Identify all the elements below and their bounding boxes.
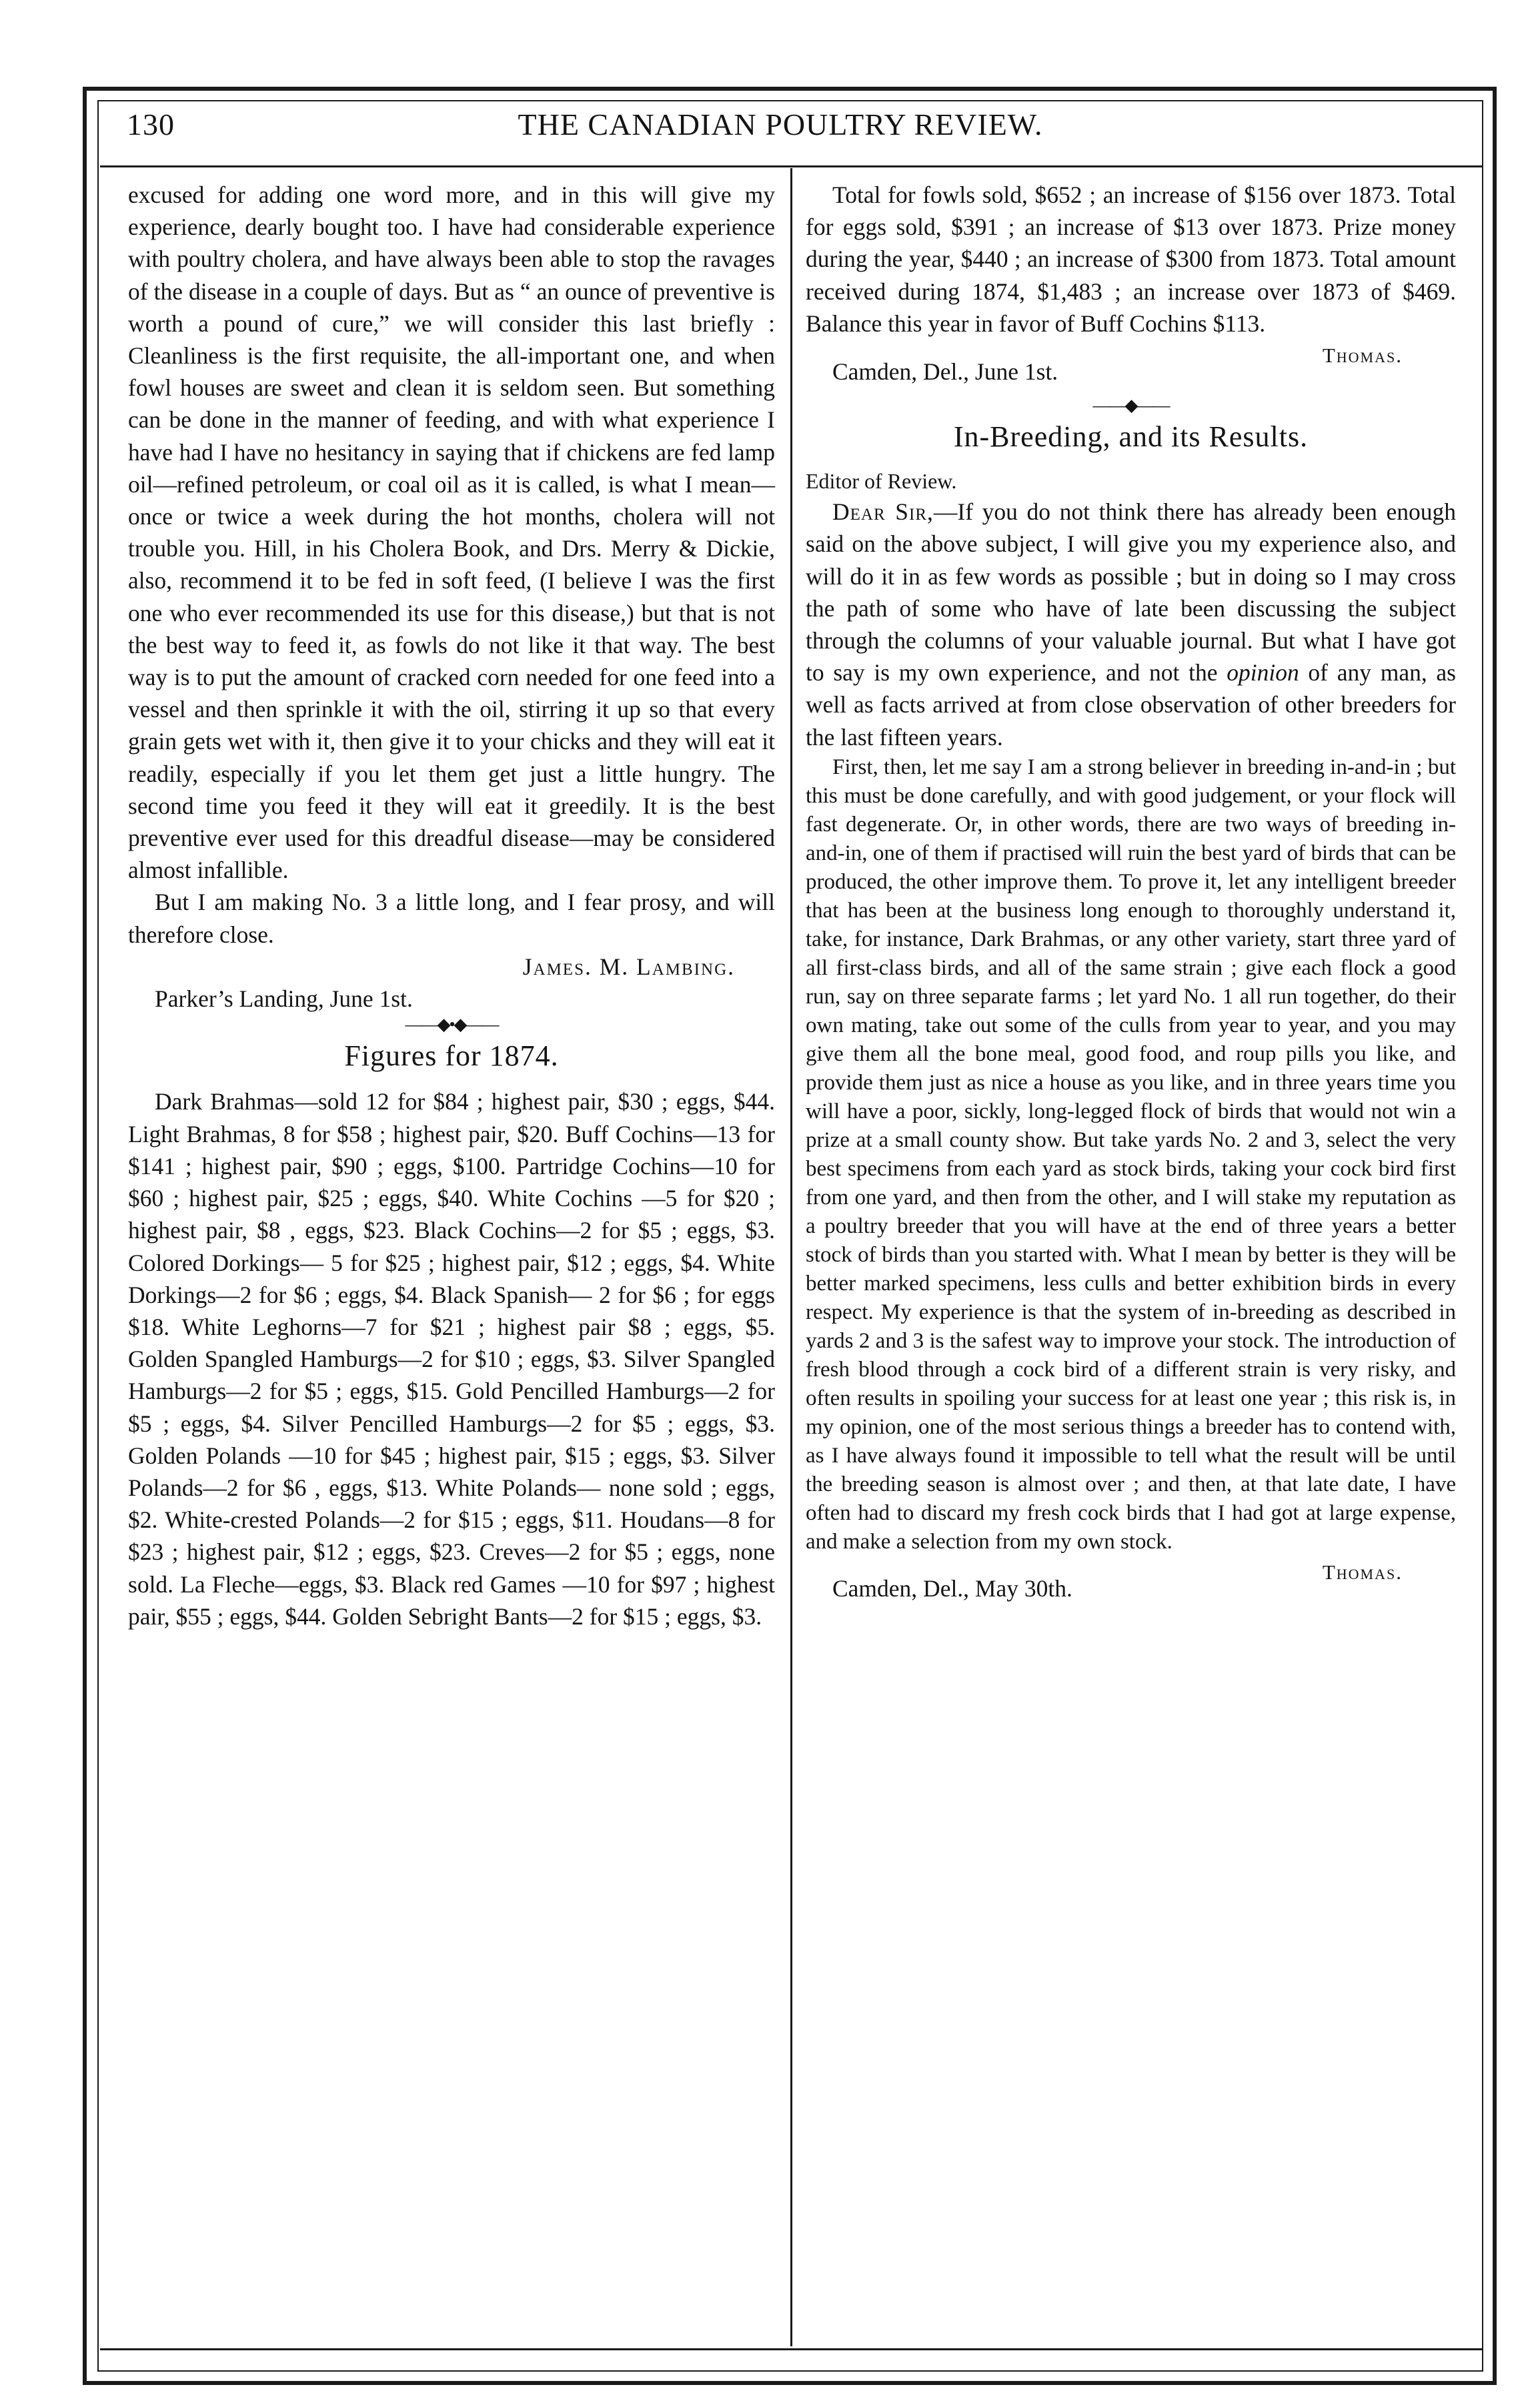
running-title: THE CANADIAN POULTRY REVIEW. xyxy=(518,107,1043,141)
header-rule xyxy=(100,165,1483,167)
left-place-date: Parker’s Landing, June 1st. xyxy=(155,985,413,1013)
left-ornament-rule: ——◆•◆—— xyxy=(405,1015,498,1035)
left-column xyxy=(128,179,775,1632)
intro-end: of any man, as well as facts arrived at from close observation of other breeders for the last fifteen years. xyxy=(806,659,1456,751)
right-place-date-2: Camden, Del., May 30th. xyxy=(832,1574,1072,1602)
intro-text: —If you do not think there has already been enough said on the above subject, I will give you my experience also, and will do it in as few words as possible ; but in doing so I may cross the path of some who have of late been discussing the subject through the columns of your valuable journal. But what I have got to say is my own experience, and not the xyxy=(806,498,1456,686)
right-paragraph-intro xyxy=(806,496,1456,753)
right-section-title: In-Breeding, and its Results. xyxy=(953,420,1309,454)
right-signature-row-2 xyxy=(806,1556,1456,1607)
right-signature-2: Thomas. xyxy=(1322,1560,1403,1584)
right-column xyxy=(806,179,1456,1607)
right-ornament-rule: ——◆—— xyxy=(1092,396,1169,416)
page-number: 130 xyxy=(127,107,175,141)
editor-line: Editor of Review. xyxy=(806,469,957,494)
left-section-title: Figures for 1874. xyxy=(344,1039,559,1073)
intro-emphasis: opinion xyxy=(1227,659,1299,686)
right-paragraph-totals: Total for fowls sold, $652 ; an increase of $156 over 1873. Total for eggs sold, $391 ; an increase of $13 over 1873. Prize money during the year, $440 ; an increase of $300 from 1873. Total amount received during 1874, $1,483 ; an increase over 1873 of $469. Balance this year in favor of Buff Cochins $113. xyxy=(806,181,1456,337)
page-header xyxy=(127,107,1434,153)
right-place-date: Camden, Del., June 1st. xyxy=(832,358,1058,386)
right-signature-row xyxy=(806,340,1456,386)
left-paragraph-closing: But I am making No. 3 a little long, and I fear prosy, and will therefore close. xyxy=(128,889,775,948)
left-signature: James. M. Lambing. xyxy=(522,953,735,980)
bottom-rule xyxy=(100,2348,1483,2350)
left-paragraph-figures: Dark Brahmas—sold 12 for $84 ; highest pair, $30 ; eggs, $44. Light Brahmas, 8 for $58 ; highest pair, $20. Buff Cochins—13 for $141 ; highest pair, $90 ; eggs, $100. Partridge Cochins—10 for $60 ; highest pair, $25 ; eggs, $40. White Cochins —5 for $20 ; highest pair, $8 , eggs, $23. Black Cochins—2 for $5 ; eggs, $3. Colored Dorkings— 5 for $25 ; highest pair, $12 ; eggs, $4. White Dorkings—2 for $6 ; eggs, $4. Black Spanish— 2 for $6 ; for eggs $18. White Leghorns—7 for $21 ; highest pair $8 ; eggs, $5. Golden Spangled Hamburgs—2 for $10 ; eggs, $3. Silver Spangled Hamburgs—2 for $5 ; eggs, $15. Gold Pencilled Hamburgs—2 for $5 ; eggs, $4. Silver Pencilled Hamburgs—2 for $5 ; eggs, $3. Golden Polands —10 for $45 ; highest pair, $15 ; eggs, $3. Silver Polands—2 for $6 , eggs, $13. White Polands— none sold ; eggs, $2. White-crested Polands—2 for $15 ; eggs, $11. Houdans—8 for $23 ; highest pair, $12 ; eggs, $23. Creves—2 for $5 ; eggs, none sold. La Fleche—eggs, $3. Black red Games —10 for $97 ; highest pair, $55 ; eggs, $44. Golden Sebright Bants—2 for $15 ; eggs, $3. xyxy=(128,1088,775,1630)
column-divider xyxy=(790,168,792,2346)
right-signature: Thomas. xyxy=(1322,344,1403,368)
left-paragraph-cholera: excused for adding one word more, and in this will give my experience, dearly bought too. I have had considerable experience with poultry cholera, and have always been able to stop the ravages of the disease in a couple of days. But as “ an ounce of preventive is worth a pound of cure,” we will consider this last briefly : Cleanliness is the first requisite, the all-important one, and when fowl houses are sweet and clean it is seldom seen. But something can be done in the manner of feeding, and with what experience I have had I have no hesitancy in saying that if chickens are fed lamp oil—refined petroleum, or coal oil as it is called, is what I mean—once or twice a week during the hot months, cholera will not trouble you. Hill, in his Cholera Book, and Drs. Merry & Dickie, also, recommend it to be fed in soft feed, (I believe I was the first one who ever recommended its use for this disease,) but that is not the best way to feed it, as fowls do not like it that way. The best way is to put the amount of cracked corn needed for one feed into a vessel and then sprinkle it with the oil, stirring it up so that every grain gets wet with it, then give it to your chicks and they will eat it readily, especially if you let them get just a little hungry. The second time you feed it they will eat it greedily. It is the best preventive ever used for this dreadful disease—may be considered almost infallible. xyxy=(128,181,775,884)
salutation: Dear Sir, xyxy=(832,498,934,526)
right-paragraph-inbreeding: First, then, let me say I am a strong believer in breeding in-and-in ; but this must be done carefully, and with good judgement, or your flock will fast degenerate. Or, in other words, there are two ways of breeding in-and-in, one of them if practised will ruin the best yard of birds that can be produced, the other improve them. To prove it, let any intelligent breeder that has been at the business long enough to thoroughly understand it, take, for instance, Dark Brahmas, or any other variety, start three yard of all first-class birds, and all of the same strain ; give each flock a good run, say on three separate farms ; let yard No. 1 all run together, do their own mating, take out some of the culls from year to year, and you may give them all the bone meal, good food, and roup pills you like, and provide them just as nice a house as you like, and in three years time you will have a poor, sickly, long-legged flock of birds that would not win a prize at a small county show. But take yards No. 2 and 3, select the very best specimens from each yard as stock birds, taking your cock bird first from one yard, and then from the other, and I will stake my reputation as a poultry breeder that you will have at the end of three years a better stock of birds than you started with. What I mean by better is they will be better marked specimens, less culls and better exhibition birds in every respect. My experience is that the system of in-breeding as described in yards 2 and 3 is the safest way to improve your stock. The introduction of fresh blood through a cock bird of a different strain is very risky, and often results in spoiling your success for at least one year ; this risk is, in my opinion, one of the most serious things a breeder has to contend with, as I have always found it impossible to tell what the result will be until the breeding season is almost over ; and then, at that late date, I have often had to discard my fresh cock birds that I had got at large expense, and make a selection from my own stock. xyxy=(806,755,1456,1554)
